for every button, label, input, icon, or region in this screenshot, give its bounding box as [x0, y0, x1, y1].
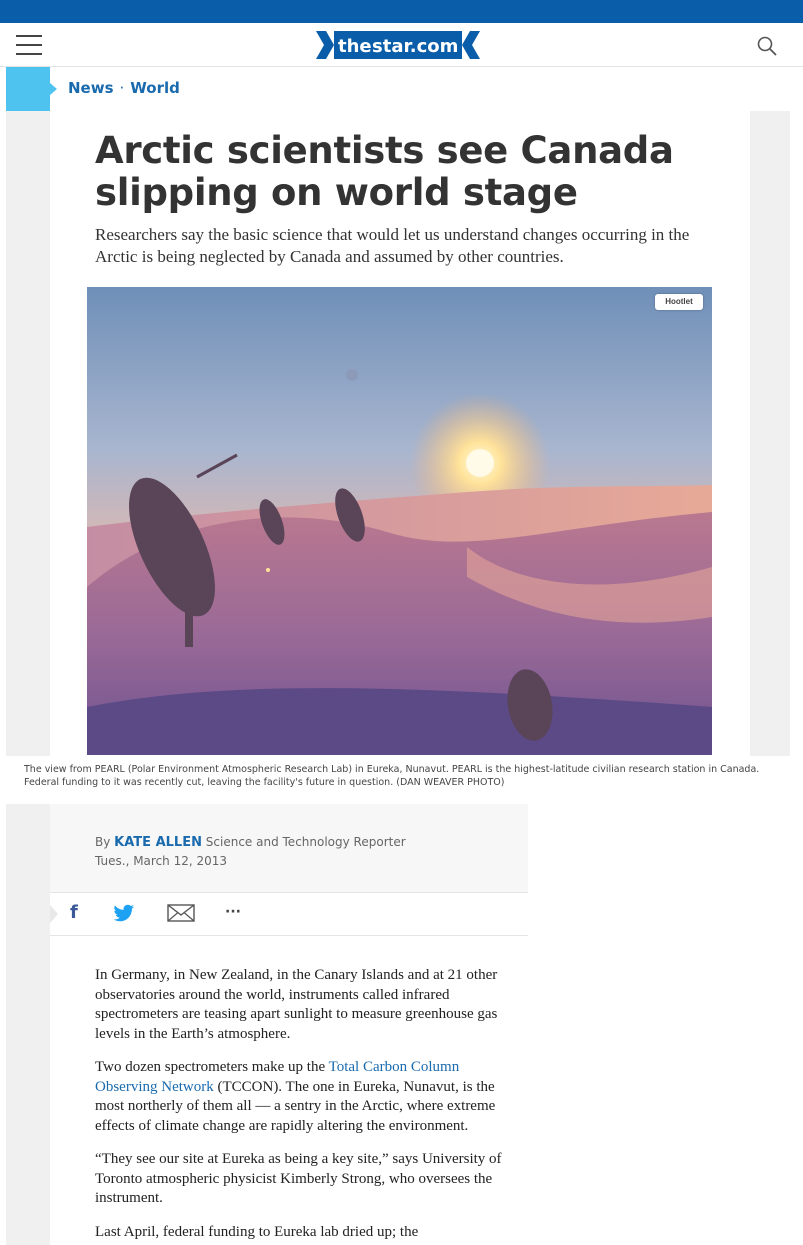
section-accent [6, 67, 50, 111]
more-options-icon[interactable] [225, 902, 249, 922]
hootlet-label: Hootlet [665, 297, 693, 306]
logo-text-the: the [338, 36, 372, 57]
photo-caption: The view from PEARL (Polar Environment Atmospheric Research Lab) in Eureka, Nunavut. PEARL is the highest-latitude civilian research station in Canada. Federal funding to it was recently cut, leaving the facility's future in question. (DAN WEAVER PHOTO) [24, 764, 760, 788]
article-photo[interactable] [87, 287, 712, 755]
more-options-glyph: ··· [225, 904, 241, 920]
byline-prefix: By [95, 835, 111, 849]
author-name[interactable]: KATE ALLEN [114, 835, 202, 850]
tccon-link[interactable]: Total Carbon Column Observing Network [95, 1059, 460, 1095]
paragraph-2 [95, 1058, 520, 1136]
body-left-gutter [6, 804, 50, 1245]
article-headline: Arctic scientists see Canada slipping on world stage [95, 129, 674, 214]
byline [95, 835, 406, 850]
breadcrumb-news[interactable]: News [68, 79, 114, 97]
author-role: Science and Technology Reporter [205, 835, 406, 849]
top-color-bar [0, 0, 803, 23]
breadcrumb-world[interactable]: World [130, 79, 180, 97]
hootlet-button[interactable] [655, 294, 703, 310]
publish-date: Tues., March 12, 2013 [95, 854, 228, 868]
paragraph-2-end: (TCCON). The one in Eureka, Nunavut, is the most northerly of them all — a sentry in the Arctic, where extreme effects of climate change are rapidly altering the environment. [95, 1078, 496, 1134]
email-icon[interactable] [167, 904, 195, 922]
twitter-icon[interactable] [113, 904, 135, 922]
site-logo[interactable] [316, 31, 480, 59]
breadcrumb-separator: · [119, 79, 125, 97]
article-dek: Researchers say the basic science that would let us understand changes occurring in the Arctic is being neglected by Canada and assumed by other countries. [95, 225, 690, 266]
facebook-icon[interactable] [70, 902, 84, 924]
paragraph-1: In Germany, in New Zealand, in the Canary Islands and at 21 other observatories around the world, instruments called infrared spectrometers are teasing apart sunlight to measure greenhouse gas levels in the Earth’s atmosphere. [95, 967, 498, 1042]
breadcrumb [6, 67, 790, 111]
paragraph-2-start: Two dozen spectrometers make up the [95, 1059, 329, 1075]
share-notch [50, 905, 58, 923]
paragraph-4: Last April, federal funding to Eureka lab dried up; the [95, 1224, 419, 1240]
search-icon[interactable] [756, 35, 778, 57]
menu-icon[interactable] [16, 35, 42, 55]
site-header [0, 23, 803, 67]
facebook-glyph: f [70, 902, 78, 923]
paragraph-3: “They see our site at Eureka as being a key site,” says University of Toronto atmospheric physicist Kimberly Strong, who oversees the instrument. [95, 1151, 502, 1206]
logo-text-star: star.com [372, 36, 459, 57]
